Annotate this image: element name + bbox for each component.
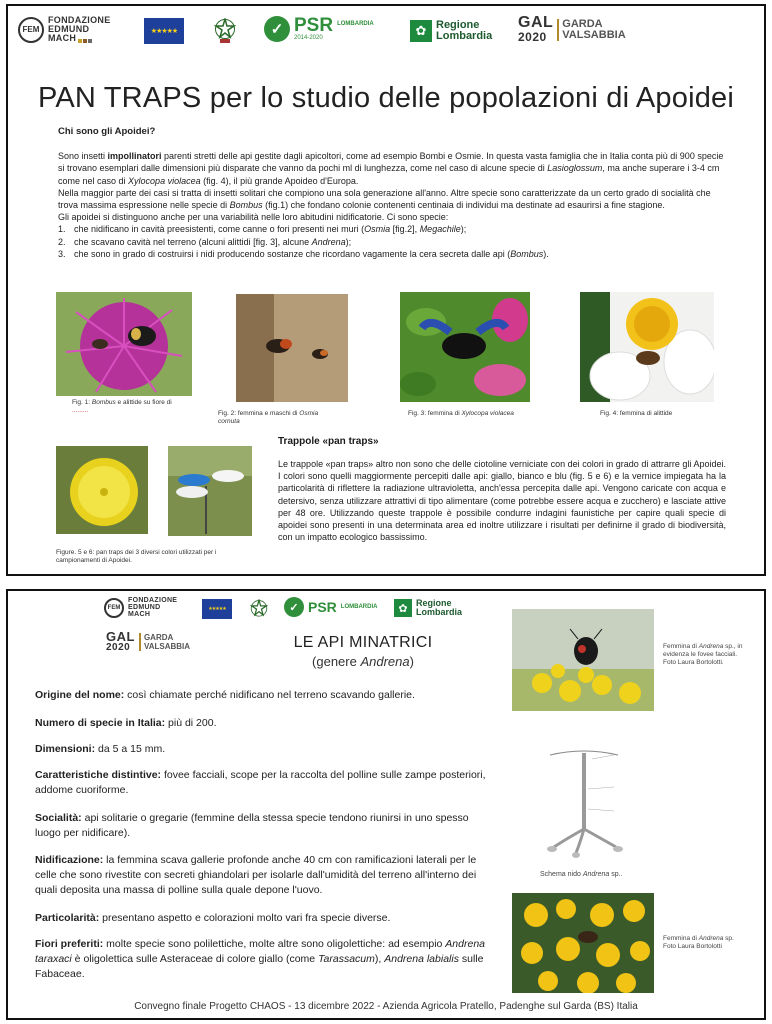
italian-emblem-icon	[248, 597, 270, 623]
section-heading: Chi sono gli Apoidei?	[58, 126, 156, 137]
fem-logo: FEM FONDAZIONE EDMUND MACH	[18, 16, 111, 43]
caption-andrena-top: Femmina di Andrena sp., in evidenza le fovee facciali. Foto Laura Bortolotti.	[663, 643, 743, 666]
caption-fig4: Fig. 4: femmina di alittide	[600, 410, 673, 417]
poster-pan-traps	[6, 4, 766, 576]
intro-paragraph-1: Sono insetti impollinatori parenti stretti delle api gestite dagli apicoltori, come ad esempio Bombi e Osmie. In questa vasta famiglia che in Italia conta più di 900 specie si trovano esemplari dalle dimensioni più disparate che vanno da pochi ml di lunghezza, come nel caso di alcune specie di Lasioglossum, ma anche superare i 3-4 cm come nel caso di Xylocopa violacea (fig. 4), il più grande Apoideo d'Europa.	[58, 151, 724, 186]
poster-api-minatrici	[6, 589, 766, 1020]
fem-logo: FEM FONDAZIONE EDMUND MACH	[104, 597, 177, 618]
photo-fig2-osmia	[236, 294, 348, 402]
caption-nest-schema: Schema nido Andrena sp..	[540, 871, 623, 878]
caption-andrena-bottom: Femmina di Andrena sp. Foto Laura Bortolotti	[663, 935, 734, 950]
fact-nidificazione: Nidificazione: la femmina scava gallerie profonde anche 40 cm con ramificazioni laterali per le celle che sono rivestite con secreti ghiandolari per isolarle dall'umidità del terreno all'interno dei quali deposita una massa di polline sulla quale depone l'uovo.	[35, 854, 477, 896]
regione-rose-icon: ✿	[410, 20, 432, 42]
nesting-list	[58, 223, 726, 260]
fact-dimensioni: Dimensioni: da 5 a 15 mm.	[35, 743, 166, 755]
caption-fig1: Fig. 1: Bombus e alittide su fiore di .........	[72, 399, 172, 414]
italian-emblem-icon	[214, 18, 236, 44]
psr-check-icon: ✓	[284, 597, 304, 617]
intro-paragraph-2: Nella maggior parte dei casi si tratta di insetti solitari che compiono una sola generazione all'anno. Altre specie sono caratterizzate da un certo grado di socialità che trova massima espressione nelle specie di Bombus (fig.1) che fondano colonie contenenti centinaia di individui ma destinate ad esaurirsi a fine stagione.	[58, 187, 711, 211]
fact-fiori-preferiti: Fiori preferiti: molte specie sono polilettiche, molte altre sono oligolettiche: ad esempio Andrena taraxaci è oligolettica sulle Asteraceae di colore giallo (come Tarassacum), Andrena labialis sulle Fabaceae.	[35, 938, 485, 980]
regione-lombardia-logo: ✿ Regione Lombardia	[394, 599, 462, 617]
photo-fig5-yellow-trap	[56, 446, 148, 534]
photo-andrena-flower-cluster	[512, 893, 654, 993]
fem-emblem-icon: FEM	[104, 598, 124, 618]
psr-logo: ✓ PSR 2014-2020 LOMBARDIA	[264, 16, 374, 42]
poster-title: PAN TRAPS per lo studio delle popolazioni di Apoidei	[37, 82, 735, 114]
logo-strip	[18, 14, 758, 50]
fact-numero-specie: Numero di specie in Italia: più di 200.	[35, 717, 217, 729]
photo-fig3-xylocopa	[400, 292, 530, 402]
psr-check-icon: ✓	[264, 16, 290, 42]
regione-lombardia-logo: ✿ Regione Lombardia	[410, 20, 492, 42]
photo-andrena-yellow-flowers	[512, 609, 654, 711]
caption-fig2: Fig. 2: femmina e maschi di Osmia cornuta	[218, 410, 319, 425]
nest-schema-diagram	[536, 749, 632, 859]
fact-origine: Origine del nome: così chiamate perché nidificano nel terreno scavando gallerie.	[35, 689, 415, 701]
caption-fig3: Fig. 3: femmina di Xylocopa violacea	[408, 410, 514, 417]
photo-fig6-traps-field	[168, 446, 252, 536]
list-item: 3. che sono in grado di costruirsi i nidi producendo sostanze che ricordano vagamente la cera secreta dalle api (Bombus).	[58, 248, 549, 259]
list-item: 1. che nidificano in cavità preesistenti, come canne o fori presenti nei muri (Osmia [fig.2], Megachile);	[58, 224, 467, 235]
photo-fig4-alittide	[580, 292, 714, 402]
eu-flag-icon: ★★★★★	[202, 599, 232, 619]
list-item: 2. che scavano cavità nel terreno (alcuni alittidi [fig. 3], alcune Andrena);	[58, 236, 352, 247]
conference-footer: Convegno finale Progetto CHAOS - 13 dicembre 2022 - Azienda Agricola Pratello, Padenghe sul Garda (BS) Italia	[134, 1001, 638, 1012]
gal-logo: GAL 2020 GARDA VALSABBIA	[518, 14, 626, 44]
traps-heading: Trappole «pan traps»	[278, 436, 379, 447]
fem-emblem-icon: FEM	[18, 17, 44, 43]
intro-paragraph-3: Gli apoidei si distinguono anche per una variabilità nelle loro abitudini nidificatorie. Ci sono specie:	[58, 212, 449, 223]
photo-fig1-bombus	[56, 292, 192, 396]
regione-rose-icon: ✿	[394, 599, 412, 617]
eu-flag-icon: ★★★★★	[144, 18, 184, 44]
caption-fig5-6: Figure. 5 e 6: pan traps dei 3 diversi colori utilizzati per i campionamenti di Apoidei.	[56, 549, 217, 564]
psr-logo: ✓ PSR LOMBARDIA	[284, 597, 377, 617]
intro-section	[58, 126, 726, 260]
logo-strip	[104, 597, 484, 625]
traps-paragraph: Le trappole «pan traps» altro non sono che delle ciotoline verniciate con dei colori in grado di attrarre gli Apoidei. I colori sono quelli maggiormente percepiti dalle api: giallo, bianco e blu (fig. 5 e 6) e la vernice impiegata ha la particolarità di riflettere la radiazione ultravioletta, anch'essa percepita dalle api. Vengono caricate con acqua e detersivo, senza utilizzare attrattivi di tipo alimentare (come potrebbe essere acqua e zucchero) e lasciate attive per 48 ore. Utilizzando queste trappole è possibile condurre indagini faunistiche per capire quali specie di apoidei sono presenti in una determinata area ed inoltre utilizzare i risultati per definirne il grado di biodiversità, con un impatto ecologico bassissimo.	[278, 459, 726, 543]
fact-caratteristiche: Caratteristiche distintive: fovee facciali, scope per la raccolta del polline sulle zampe posteriori, addome cuoriforme.	[35, 769, 486, 796]
fact-socialita: Socialità: api solitarie o gregarie (femmine della stessa specie tendono riunirsi in uno spesso luogo per nidificare).	[35, 812, 469, 839]
poster-title: LE API MINATRICI	[293, 634, 433, 651]
fact-particolarita: Particolarità: presentano aspetto e colorazioni molto vari fra specie diverse.	[35, 912, 391, 924]
gal-logo: GAL 2020 GARDA VALSABBIA	[106, 629, 191, 653]
poster-subtitle: (genere Andrena)	[312, 654, 414, 669]
